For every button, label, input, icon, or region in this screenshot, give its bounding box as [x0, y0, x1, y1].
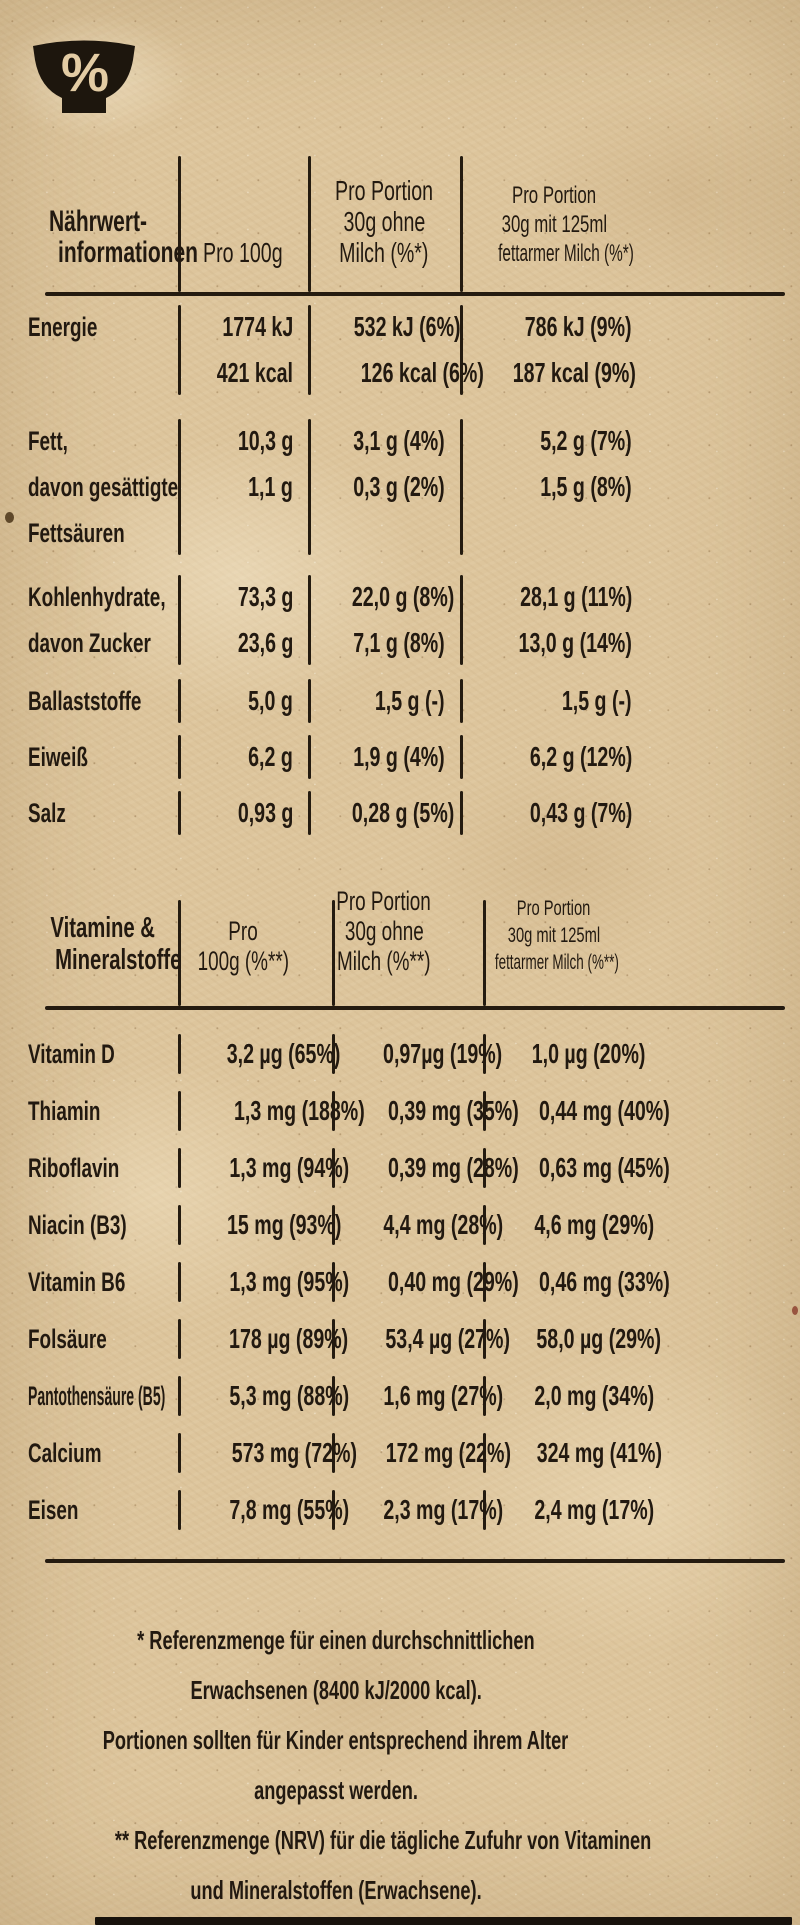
- row-label: Ballaststoffe: [28, 685, 142, 716]
- column-divider: [483, 900, 486, 1006]
- column-divider: [460, 575, 463, 665]
- row-calcium: [28, 1430, 662, 1476]
- value-portion-milk: 28,1 g (11%): [519, 581, 632, 612]
- row-label: Folsäure: [28, 1323, 107, 1354]
- value-per-100g: 73,3 g: [237, 581, 293, 612]
- col-header-line: fettarmer Milch (%**): [494, 951, 619, 974]
- column-divider: [460, 735, 463, 779]
- value-portion-milk: 0,43 g (7%): [529, 797, 632, 828]
- value-portion-milk: 4,6 mg (29%): [534, 1209, 655, 1240]
- value-portion-milk: 0,63 mg (45%): [539, 1152, 670, 1183]
- column-divider: [460, 419, 463, 555]
- column-divider: [460, 791, 463, 835]
- value-per-100g: 1,3 mg (94%): [229, 1152, 350, 1183]
- value-per-100g: 1,3 mg (188%): [234, 1095, 365, 1126]
- column-divider: [178, 1148, 181, 1188]
- value-per-100g: 1774 kJ: [222, 311, 293, 342]
- value-portion: 3,1 g (4%): [353, 425, 445, 456]
- row-label: Eisen: [28, 1494, 79, 1525]
- footnote-line: ** Referenzmenge (NRV) für die tägliche Zufuhr von Vitaminen: [114, 1825, 652, 1855]
- row-thiamin: [28, 1088, 670, 1134]
- row-kohlenhydrate: [28, 572, 648, 668]
- column-divider: [178, 1034, 181, 1074]
- value-per-100g: 5,3 mg (88%): [229, 1380, 350, 1411]
- value-portion-milk: 13,0 g (14%): [518, 627, 632, 658]
- value-portion-milk: 1,5 g (-): [562, 685, 632, 716]
- col-header-line: Pro Portion: [511, 182, 597, 209]
- column-divider: [178, 1490, 181, 1530]
- value-portion: 1,5 g (-): [375, 685, 445, 716]
- column-divider: [178, 1433, 181, 1473]
- col-header-line: Pro Portion: [517, 897, 591, 920]
- column-divider: [332, 900, 335, 1006]
- value-portion: 0,97µg (19%): [383, 1038, 503, 1069]
- value-portion: 1,6 mg (27%): [383, 1380, 504, 1411]
- row-label: Fettsäuren: [28, 517, 125, 548]
- icon-wrap: [0, 0, 800, 142]
- value-portion: 532 kJ (6%): [353, 311, 461, 342]
- value-portion-milk: 1,0 µg (20%): [531, 1038, 646, 1069]
- col-header-portion-mit-milch: [460, 181, 648, 268]
- row-fett: [28, 416, 648, 558]
- value-portion-milk: 6,2 g (12%): [529, 741, 632, 772]
- column-divider: [178, 679, 181, 723]
- footnote-line: * Referenzmenge für einen durchschnittlichen: [137, 1625, 535, 1655]
- column-divider: [178, 305, 181, 395]
- value-per-100g: 178 µg (89%): [229, 1323, 349, 1354]
- footnote-line: Erwachsenen (8400 kJ/2000 kcal).: [190, 1675, 482, 1705]
- vitamins-rows: [0, 1031, 800, 1533]
- title-line: Vitamine &: [50, 912, 155, 944]
- footnotes: [0, 1615, 672, 1915]
- value-per-100g: 10,3 g: [237, 425, 293, 456]
- column-divider: [460, 156, 463, 292]
- row-label: Salz: [28, 797, 66, 828]
- column-divider: [308, 735, 311, 779]
- row-energie: [28, 302, 648, 398]
- package-edge-bar: [95, 1917, 792, 1925]
- row-ballaststoffe: [28, 676, 648, 726]
- row-label: Energie: [28, 311, 98, 342]
- column-divider: [178, 575, 181, 665]
- column-divider: [308, 575, 311, 665]
- value-portion: [308, 517, 460, 549]
- column-divider: [178, 791, 181, 835]
- value-portion-milk: 2,0 mg (34%): [534, 1380, 655, 1411]
- value-per-100g: 5,0 g: [248, 685, 293, 716]
- col-header-line: 30g ohne: [343, 206, 425, 237]
- value-portion-milk: 5,2 g (7%): [540, 425, 632, 456]
- column-divider: [178, 1091, 181, 1131]
- col-header-line: 100g (%**): [197, 946, 289, 976]
- col-header-line: 30g ohne: [344, 916, 424, 946]
- row-folsaeure: [28, 1316, 661, 1362]
- table-rule: [45, 292, 785, 296]
- col-header-line: Milch (%**): [337, 946, 431, 976]
- value-per-100g: [178, 517, 308, 549]
- value-per-100g: 7,8 mg (55%): [229, 1494, 350, 1525]
- col-header-line: Pro 100g: [203, 237, 283, 268]
- row-eiweiss: [28, 732, 648, 782]
- col-header-per-100g: [178, 916, 308, 976]
- value-portion: 0,39 mg (28%): [388, 1152, 519, 1183]
- column-divider: [308, 679, 311, 723]
- value-per-100g: 1,1 g: [248, 471, 293, 502]
- value-portion-milk: [460, 517, 648, 549]
- column-divider: [460, 679, 463, 723]
- title-line: Nährwert-: [49, 205, 148, 238]
- footnote-line: Portionen sollten für Kinder entsprechend ihrem Alter: [103, 1725, 569, 1755]
- value-portion: 4,4 mg (28%): [383, 1209, 504, 1240]
- vitamins-title: [28, 912, 182, 976]
- column-divider: [308, 305, 311, 395]
- value-per-100g: 15 mg (93%): [227, 1209, 342, 1240]
- row-label: Eiweiß: [28, 741, 88, 772]
- col-header-line: 30g mit 125ml: [507, 924, 601, 947]
- title-line: Mineralstoffe: [55, 944, 182, 976]
- column-divider: [308, 156, 311, 292]
- footnote-line: und Mineralstoffen (Erwachsene).: [190, 1875, 482, 1905]
- value-portion-milk: 58,0 µg (29%): [536, 1323, 661, 1354]
- row-salz: [28, 788, 648, 838]
- value-portion: 172 mg (22%): [385, 1437, 511, 1468]
- column-divider: [308, 791, 311, 835]
- value-portion-milk: 2,4 mg (17%): [534, 1494, 655, 1525]
- col-header-portion-mit-milch: [460, 895, 648, 976]
- percent-glyph: %: [60, 43, 110, 103]
- row-label: Kohlenhydrate,: [28, 581, 166, 612]
- vitamins-header-row: [28, 886, 648, 1006]
- col-header-portion-ohne-milch: [308, 175, 460, 268]
- value-per-100g: 1,3 mg (95%): [229, 1266, 350, 1297]
- value-portion: 2,3 mg (17%): [383, 1494, 504, 1525]
- col-header-portion-ohne-milch: [308, 886, 460, 976]
- col-header-line: fettarmer Milch (%*): [498, 240, 634, 267]
- value-portion: 0,28 g (5%): [351, 797, 455, 828]
- col-header-line: Pro Portion: [336, 886, 432, 916]
- value-per-100g: 421 kcal: [216, 357, 293, 388]
- col-header-line: Pro Portion: [334, 175, 434, 206]
- col-header-line: Pro: [228, 916, 258, 946]
- column-divider: [308, 419, 311, 555]
- value-per-100g: 3,2 µg (65%): [226, 1038, 341, 1069]
- value-portion-milk: 0,44 mg (40%): [539, 1095, 670, 1126]
- row-label: Calcium: [28, 1437, 102, 1468]
- value-portion: 0,39 mg (35%): [388, 1095, 519, 1126]
- row-label: [28, 358, 178, 389]
- title-line: informationen: [58, 236, 198, 269]
- value-portion: 53,4 µg (27%): [385, 1323, 510, 1354]
- column-divider: [178, 1262, 181, 1302]
- percent-bowl-icon: [30, 34, 138, 126]
- column-divider: [178, 419, 181, 555]
- row-vitamin-d: [28, 1031, 646, 1077]
- row-label: Vitamin B6: [28, 1266, 126, 1297]
- column-divider: [178, 1376, 181, 1416]
- column-divider: [178, 156, 181, 292]
- row-label: Vitamin D: [28, 1038, 115, 1069]
- row-label: Thiamin: [28, 1095, 101, 1126]
- footnote-line: angepasst werden.: [254, 1775, 418, 1805]
- row-vitamin-b6: [28, 1259, 670, 1305]
- row-label: davon gesättigte: [28, 471, 179, 502]
- row-label: davon Zucker: [28, 627, 151, 658]
- column-divider: [178, 1319, 181, 1359]
- row-label: Niacin (B3): [28, 1209, 127, 1240]
- value-portion-milk: 187 kcal (9%): [512, 357, 636, 388]
- row-eisen: [28, 1487, 655, 1533]
- value-portion-milk: 786 kJ (9%): [525, 311, 632, 342]
- paper-speck: [792, 1306, 798, 1315]
- table-rule: [45, 1006, 785, 1010]
- nutrients-header-row: [28, 142, 648, 292]
- value-portion: 126 kcal (6%): [360, 357, 484, 388]
- value-portion-milk: 324 mg (41%): [536, 1437, 662, 1468]
- value-portion: 7,1 g (8%): [353, 627, 445, 658]
- value-portion-milk: 1,5 g (8%): [540, 471, 632, 502]
- column-divider: [178, 735, 181, 779]
- value-per-100g: 6,2 g: [248, 741, 293, 772]
- row-label: Pantothensäure (B5): [28, 1380, 166, 1411]
- column-divider: [178, 1205, 181, 1245]
- value-portion: 0,40 mg (29%): [388, 1266, 519, 1297]
- nutrients-title: [28, 205, 198, 269]
- value-portion: 22,0 g (8%): [351, 581, 455, 612]
- value-per-100g: 573 mg (72%): [231, 1437, 357, 1468]
- row-riboflavin: [28, 1145, 670, 1191]
- col-header-line: Milch (%*): [339, 237, 429, 268]
- paper-speck: [5, 512, 14, 523]
- value-portion: 0,3 g (2%): [353, 471, 445, 502]
- row-pantothensaeure: [28, 1373, 655, 1419]
- row-label: Fett,: [28, 425, 68, 456]
- row-niacin: [28, 1202, 655, 1248]
- table-rule: [45, 1559, 785, 1563]
- value-portion: 1,9 g (4%): [353, 741, 445, 772]
- value-portion-milk: 0,46 mg (33%): [539, 1266, 670, 1297]
- value-per-100g: 0,93 g: [237, 797, 293, 828]
- row-label: Riboflavin: [28, 1152, 120, 1183]
- value-per-100g: 23,6 g: [237, 627, 293, 658]
- col-header-line: 30g mit 125ml: [501, 211, 607, 238]
